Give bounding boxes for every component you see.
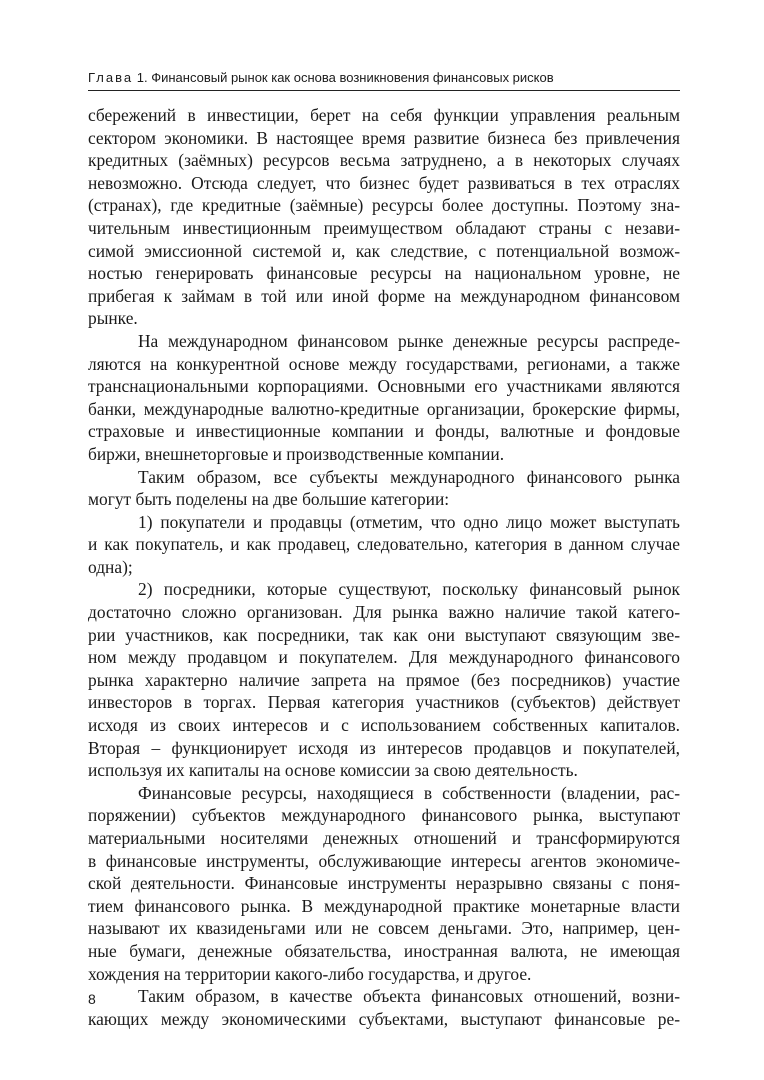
text-line: 1) покупатели и продавцы (отметим, что одно лицо может выступать bbox=[138, 511, 680, 532]
text-line: достаточно сложно организован. Для рынка важно наличие такой катего- bbox=[88, 602, 680, 623]
text-line: На международном финансовом рынке денежные ресурсы распреде- bbox=[138, 330, 680, 351]
text-line: невозможно. Отсюда следует, что бизнес будет развиваться в тех отраслях bbox=[88, 172, 680, 193]
text-line: симой эмиссионной системой и, как следствие, с потенциальной возмож- bbox=[88, 240, 680, 261]
text-line: кредитных (заёмных) ресурсов весьма затруднено, а в некоторых случаях bbox=[88, 150, 680, 171]
text-line: ляются на конкурентной основе между государствами, регионами, а также bbox=[88, 353, 680, 374]
text-line: кающих между экономическими субъектами, выступают финансовые ре- bbox=[88, 1008, 680, 1029]
text-line: одна); bbox=[88, 556, 133, 577]
text-line: тием финансового рынка. В международной практике монетарные власти bbox=[88, 895, 680, 916]
text-line: сбережений в инвестиции, берет на себя функции управления реальным bbox=[88, 105, 680, 125]
text-line: сектором экономики. В настоящее время развитие бизнеса без привлечения bbox=[88, 127, 680, 148]
text-line: 2) посредники, которые существуют, поскольку финансовый рынок bbox=[138, 579, 680, 600]
header-rule bbox=[88, 90, 680, 91]
text-line: Вторая – функционирует исходя из интересов продавцов и покупателей, bbox=[88, 737, 680, 758]
text-line: ской деятельности. Финансовые инструменты неразрывно связаны с поня- bbox=[88, 873, 680, 894]
text-line: ные бумаги, денежные обязательства, иностранная валюта, не имеющая bbox=[88, 940, 680, 961]
running-header bbox=[88, 70, 678, 86]
text-line: Таким образом, все субъекты международного финансового рынка bbox=[138, 466, 680, 487]
text-line: инвесторов в торгах. Первая категория участников (субъектов) действует bbox=[88, 692, 680, 713]
text-line: в финансовые инструменты, обслуживающие интересы агентов экономиче- bbox=[88, 850, 680, 871]
text-line: ном между продавцом и покупателем. Для международного финансового bbox=[88, 647, 680, 668]
text-line: рынке. bbox=[88, 308, 138, 329]
text-line: поряжении) субъектов международного финансового рынка, выступают bbox=[88, 805, 680, 826]
text-line: банки, международные валютно-кредитные организации, брокерские фирмы, bbox=[88, 398, 680, 419]
text-line: (странах), где кредитные (заёмные) ресурсы более доступны. Поэтому зна- bbox=[88, 195, 680, 216]
text-line: Финансовые ресурсы, находящиеся в собственности (владении, рас- bbox=[138, 782, 680, 803]
text-line: страховые и инвестиционные компании и фонды, валютные и фондовые bbox=[88, 421, 680, 442]
chapter-title: Финансовый рынок как основа возникновения финансовых рисков bbox=[151, 70, 554, 85]
text-line: рынка характерно наличие запрета на прямое (без посредников) участие bbox=[88, 669, 680, 690]
text-line: Таким образом, в качестве объекта финансовых отношений, возни- bbox=[138, 986, 680, 1007]
text-line: транснациональными корпорациями. Основными его участниками являются bbox=[88, 376, 680, 397]
text-line: материальными носителями денежных отношений и трансформируются bbox=[88, 828, 680, 848]
text-line: используя их капиталы на основе комиссии за свою деятельность. bbox=[88, 760, 578, 781]
page-number: 8 bbox=[88, 991, 96, 1007]
text-line: чительным инвестиционным преимуществом обладают страны с незави- bbox=[88, 217, 680, 238]
text-line: могут быть поделены на две большие категории: bbox=[88, 489, 450, 510]
text-line: ностью генерировать финансовые ресурсы на национальном уровне, не bbox=[88, 263, 680, 284]
text-line: рии участников, как посредники, так как они выступают связующим зве- bbox=[88, 624, 680, 645]
text-line: и как покупатель, и как продавец, следовательно, категория в данном случае bbox=[88, 534, 680, 555]
body-text bbox=[88, 104, 680, 1030]
chapter-number: 1. bbox=[136, 70, 148, 85]
text-line: называют их квазиденьгами или не совсем деньгами. Это, например, цен- bbox=[88, 918, 680, 939]
text-line: прибегая к займам в той или иной форме на международном финансовом bbox=[88, 285, 680, 306]
chapter-label: Глава bbox=[88, 70, 134, 85]
text-line: хождения на территории какого-либо государства, и другое. bbox=[88, 963, 532, 984]
text-line: биржи, внешнеторговые и производственные компании. bbox=[88, 443, 505, 464]
text-line: исходя из своих интересов и с использованием собственных капиталов. bbox=[88, 715, 680, 736]
